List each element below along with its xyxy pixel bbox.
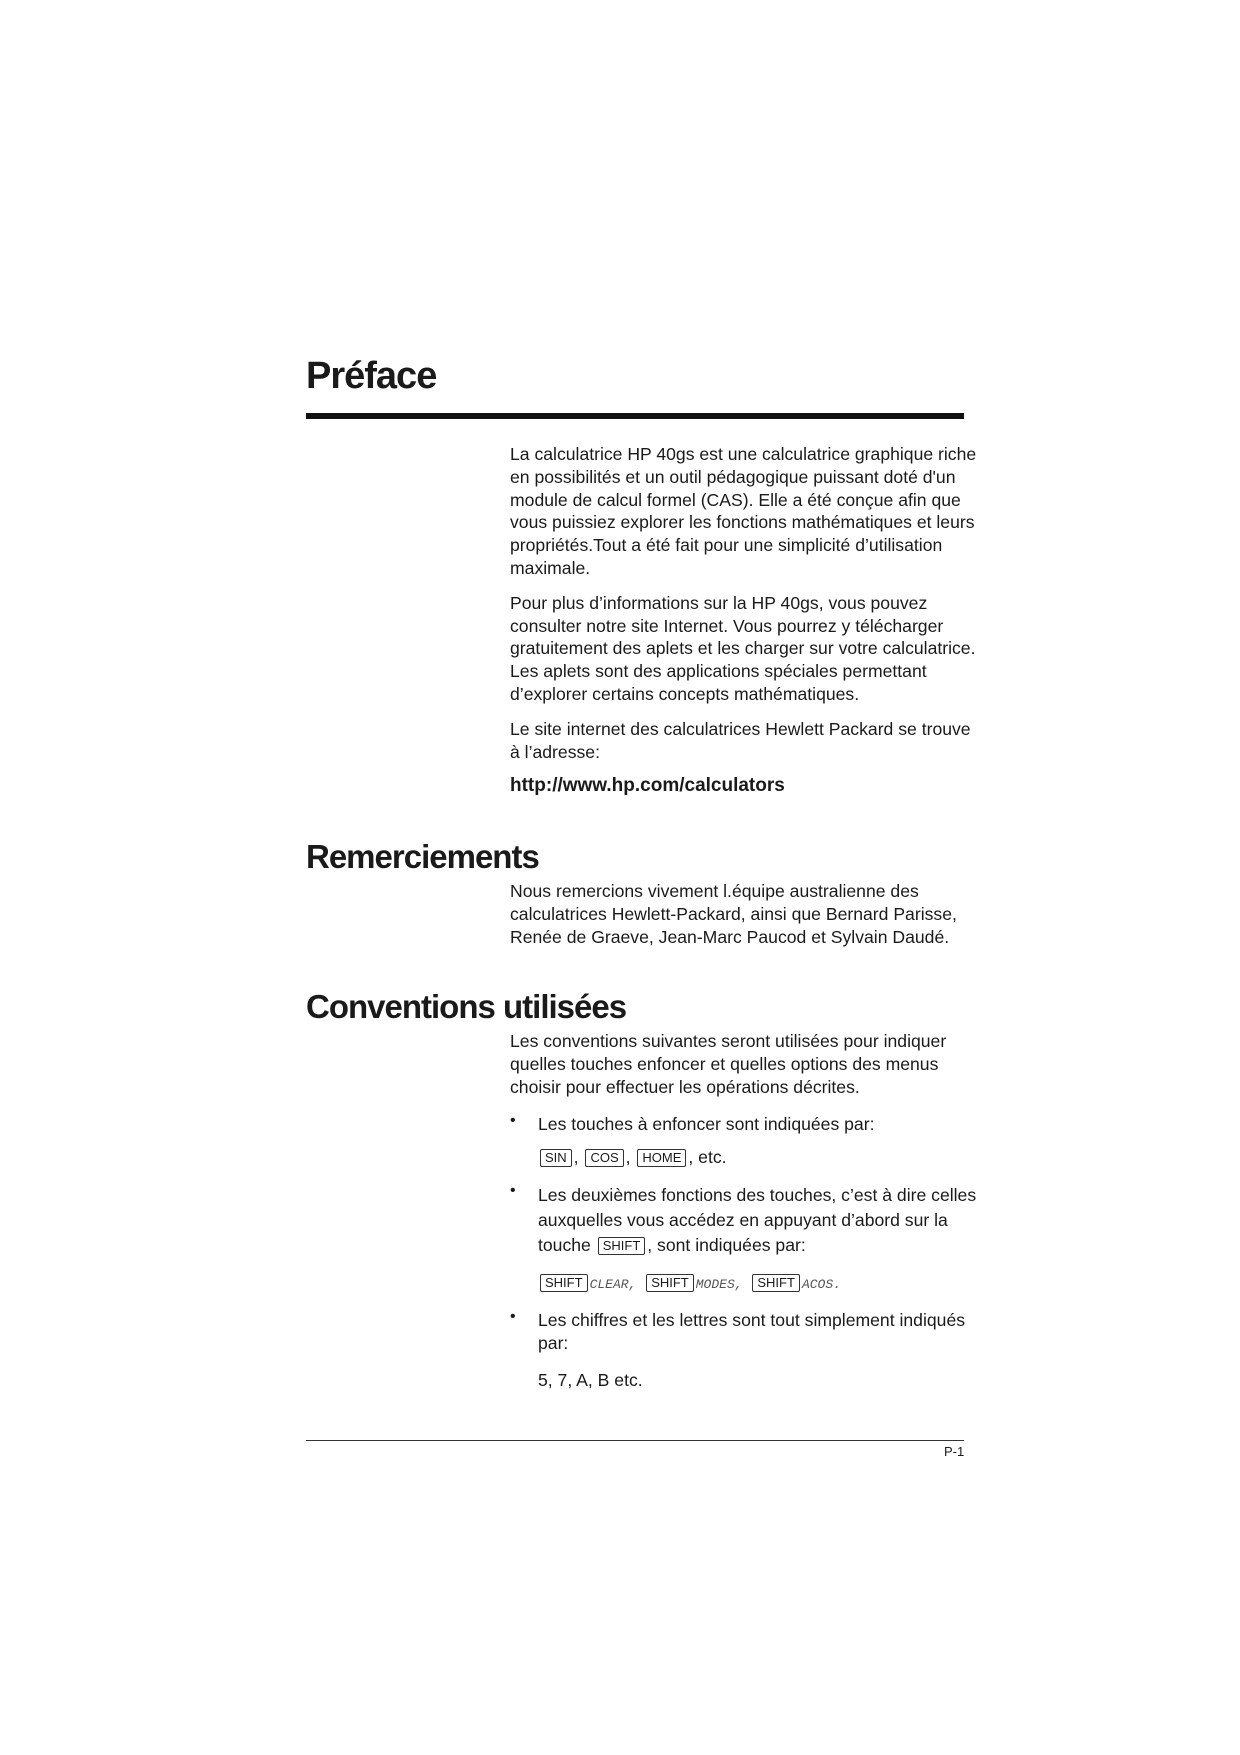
key-home: HOME	[637, 1149, 686, 1167]
bullet-1	[538, 1113, 988, 1136]
acknowledgements-heading: Remerciements	[306, 838, 539, 875]
bullet-marker: •	[510, 1182, 516, 1199]
keys-example: SIN , COS , HOME , etc.	[538, 1146, 988, 1169]
shift-combos: SHIFT CLEAR, SHIFT MODES, SHIFT ACOS.	[538, 1271, 988, 1297]
key-shift: SHIFT	[646, 1274, 694, 1292]
title-rule	[306, 413, 964, 419]
conventions-intro	[510, 1030, 980, 1098]
keys-suffix: , etc.	[688, 1147, 727, 1167]
example-values-text: 5, 7, A, B etc.	[538, 1370, 643, 1390]
bullet-marker: •	[510, 1308, 516, 1325]
page-number: P-1	[944, 1444, 965, 1459]
page-title: Préface	[306, 355, 437, 397]
acknowledgements-text: Nous remercions vivement l.équipe australienne des calculatrices Hewlett-Packard, ainsi que Bernard Parisse, Renée de Graeve, Jean-Marc Paucod et Sylvain Daudé.	[510, 881, 957, 947]
preface-paragraph-2: Pour plus d’informations sur la HP 40gs, vous pouvez consulter notre site Internet. Vous pourrez y télécharger gratuitement des aplets et les charger sur votre calculatrice. Les aplets sont des applications spéciales permettant d’explorer certains concepts mathématiques.	[510, 592, 976, 704]
key-shift: SHIFT	[752, 1274, 800, 1292]
preface-paragraph-1: La calculatrice HP 40gs est une calculatrice graphique riche en possibilités et un outil pédagogique puissant doté d'un module de calcul formel (CAS). Elle a été conçue afin que vous puissiez explorer les fonctions mathématiques et leurs propriétés.Tout a été fait pour une simplicité d’utilisation maximale.	[510, 444, 977, 578]
example-values	[538, 1369, 988, 1392]
hp-url-link[interactable]: http://www.hp.com/calculators	[510, 775, 785, 797]
preface-paragraph-3: Le site internet des calculatrices Hewlett Packard se trouve à l’adresse:	[510, 718, 971, 762]
key-shift: SHIFT	[598, 1237, 646, 1255]
conventions-heading: Conventions utilisées	[306, 988, 627, 1025]
softkey-acos: ACOS	[801, 1277, 834, 1292]
acknowledgements-body	[510, 880, 980, 948]
bullet-2-suffix: , sont indiquées par:	[647, 1235, 806, 1255]
key-cos: COS	[585, 1149, 623, 1167]
bullet-2-text: Les deuxièmes fonctions des touches, c’est à dire celles auxquelles vous accédez en appuyant d’abord sur la touche	[538, 1185, 977, 1255]
bullet-marker: •	[510, 1112, 516, 1129]
bullet-3	[538, 1309, 988, 1355]
bullet-3-text: Les chiffres et les lettres sont tout simplement indiqués par:	[538, 1310, 966, 1353]
footer-rule	[306, 1440, 964, 1441]
bullet-1-text: Les touches à enfoncer sont indiquées par:	[538, 1114, 875, 1134]
key-sin: SIN	[540, 1149, 572, 1167]
key-shift: SHIFT	[540, 1274, 588, 1292]
conventions-intro-text: Les conventions suivantes seront utilisées pour indiquer quelles touches enfoncer et quelles options des menus choisir pour effectuer les opérations décrites.	[510, 1031, 947, 1097]
softkey-clear: CLEAR	[589, 1277, 629, 1292]
softkey-modes: MODES	[695, 1277, 735, 1292]
bullet-2	[538, 1183, 988, 1258]
preface-body	[510, 443, 980, 798]
